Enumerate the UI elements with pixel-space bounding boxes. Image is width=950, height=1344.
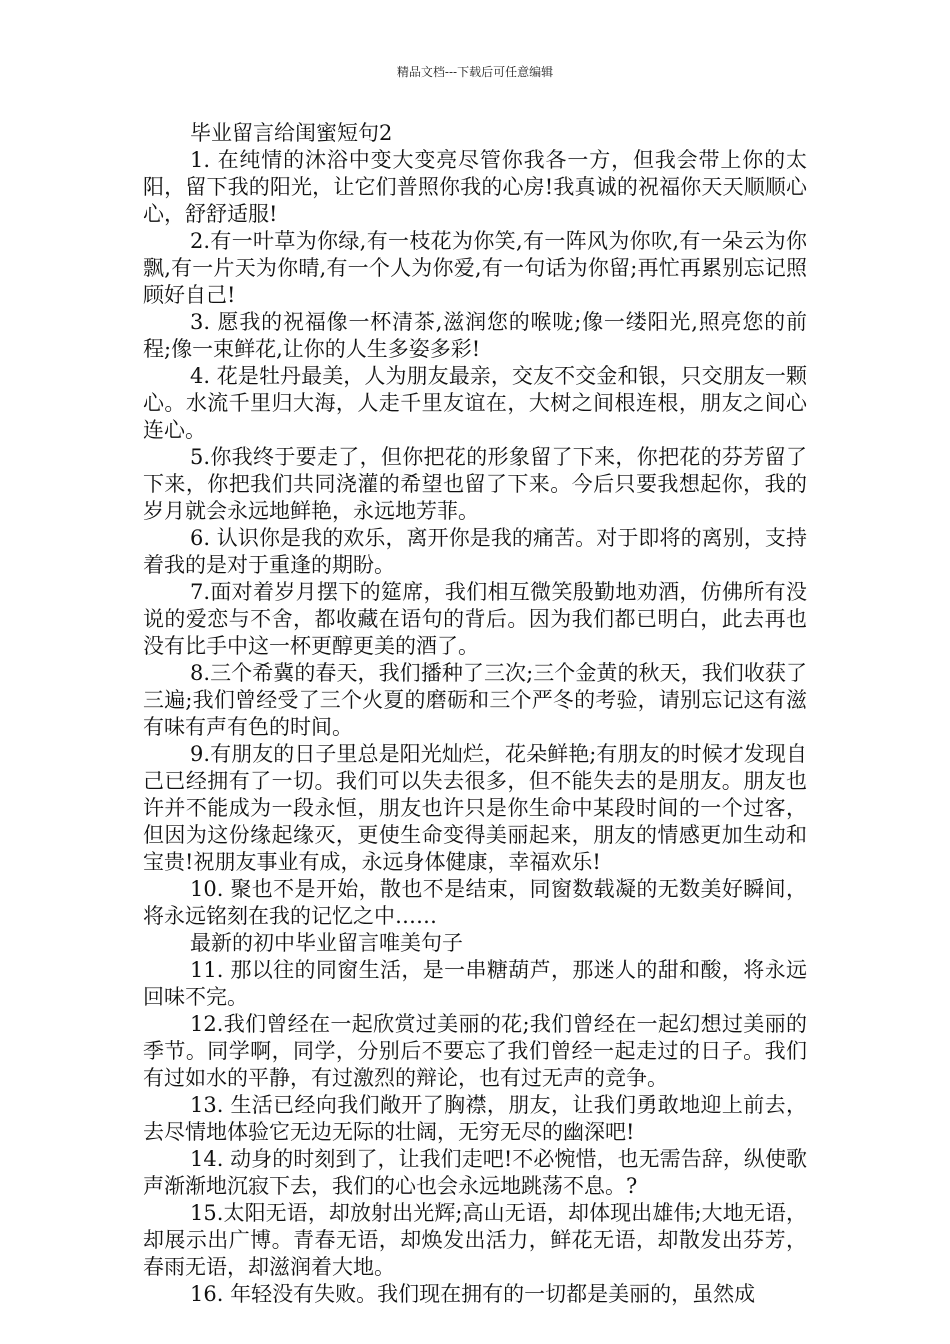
paragraph-6: 6. 认识你是我的欢乐，离开你是我的痛苦。对于即将的离别，支持着我的是对于重逢的期盼。: [143, 526, 807, 577]
paragraph-1: 1. 在纯情的沐浴中变大变亮尽管你我各一方，但我会带上你的太阳，留下我的阳光，让它们普照你我的心房!我真诚的祝福你天天顺顺心心，舒舒适服!: [143, 148, 807, 226]
section-heading-1: 毕业留言给闺蜜短句2: [190, 121, 393, 145]
document-body: [143, 120, 807, 1308]
paragraph-16: 16. 年轻没有失败。我们现在拥有的一切都是美丽的，虽然成: [190, 1282, 756, 1306]
paragraph-5: 5.你我终于要走了，但你把花的形象留了下来，你把花的芬芳留了下来，你把我们共同浇灌的希望也留了下来。今后只要我想起你，我的岁月就会永远地鲜艳，永远地芳菲。: [143, 445, 807, 523]
paragraph-11: 11. 那以往的同窗生活，是一串糖葫芦，那迷人的甜和酸，将永远回味不完。: [143, 958, 807, 1009]
paragraph-10: 10. 聚也不是开始，散也不是结束，同窗数载凝的无数美好瞬间，将永远铭刻在我的记忆之中……: [143, 877, 807, 928]
paragraph-3: 3. 愿我的祝福像一杯清茶,滋润您的喉咙;像一缕阳光,照亮您的前程;像一束鲜花,让你的人生多姿多彩!: [143, 310, 807, 361]
paragraph-13: 13. 生活已经向我们敞开了胸襟，朋友，让我们勇敢地迎上前去，去尽情地体验它无边无际的壮阔，无穷无尽的幽深吧!: [143, 1093, 807, 1144]
page-header: 精品文档---下载后可任意编辑: [396, 65, 554, 79]
paragraph-2: 2.有一叶草为你绿,有一枝花为你笑,有一阵风为你吹,有一朵云为你飘,有一片天为你晴,有一个人为你爱,有一句话为你留;再忙再累别忘记照顾好自己!: [143, 229, 807, 307]
paragraph-15: 15.太阳无语，却放射出光辉;高山无语，却体现出雄伟;大地无语，却展示出广博。青春无语，却焕发出活力，鲜花无语，却散发出芬芳，春雨无语，却滋润着大地。: [143, 1201, 807, 1279]
paragraph-4: 4. 花是牡丹最美，人为朋友最亲，交友不交金和银，只交朋友一颗心。水流千里归大海，人走千里友谊在，大树之间根连根，朋友之间心连心。: [143, 364, 807, 442]
paragraph-12: 12.我们曾经在一起欣赏过美丽的花;我们曾经在一起幻想过美丽的季节。同学啊，同学，分别后不要忘了我们曾经一起走过的日子。我们有过如水的平静，有过激烈的辩论，也有过无声的竞争。: [143, 1012, 807, 1090]
paragraph-9: 9.有朋友的日子里总是阳光灿烂，花朵鲜艳;有朋友的时候才发现自己已经拥有了一切。我们可以失去很多，但不能失去的是朋友。朋友也许并不能成为一段永恒，朋友也许只是你生命中某段时间的一个过客，但因为这份缘起缘灭，更使生命变得美丽起来，朋友的情感更加生动和宝贵!祝朋友事业有成，永远身体健康，幸福欢乐!: [143, 742, 807, 874]
paragraph-14: 14. 动身的时刻到了，让我们走吧!不必惋惜，也无需告辞，纵使歌声渐渐地沉寂下去，我们的心也会永远地跳荡不息。?: [143, 1147, 807, 1198]
section-heading-2: 最新的初中毕业留言唯美句子: [190, 931, 463, 955]
paragraph-7: 7.面对着岁月摆下的筵席，我们相互微笑殷勤地劝酒，仿佛所有没说的爱恋与不舍，都收藏在语句的背后。因为我们都已明白，此去再也没有比手中这一杯更醇更美的酒了。: [143, 580, 807, 658]
paragraph-8: 8.三个希冀的春天，我们播种了三次;三个金黄的秋天，我们收获了三遍;我们曾经受了三个火夏的磨砺和三个严冬的考验，请别忘记这有滋有味有声有色的时间。: [143, 661, 807, 739]
